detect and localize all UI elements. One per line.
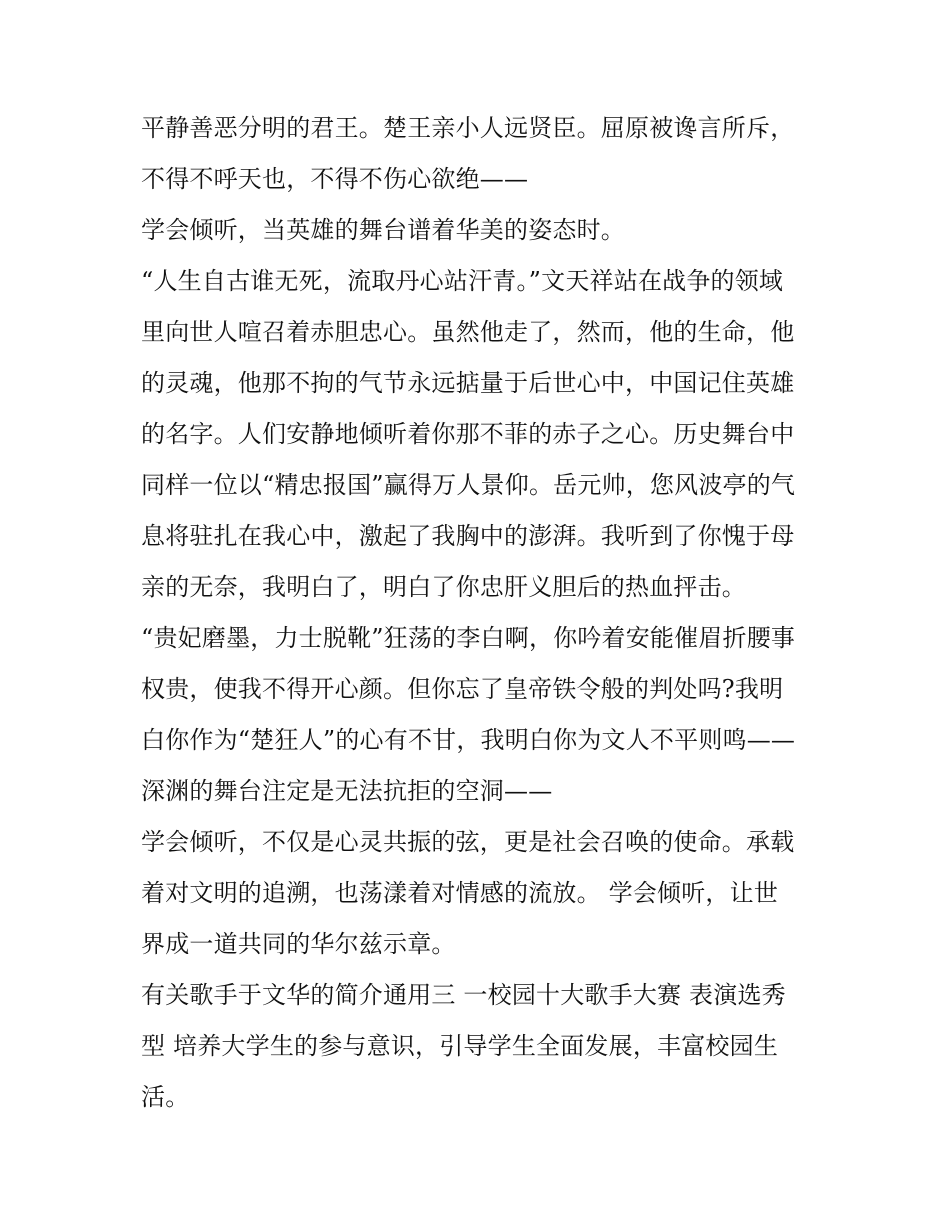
- text-line: 不得不呼天也，不得不伤心欲绝——: [141, 165, 529, 193]
- text-line: 学会倾听，不仅是心灵共振的弦，更是社会召唤的使命。承载: [141, 828, 795, 856]
- text-line: 息将驻扎在我心中，激起了我胸中的澎湃。我听到了你愧于母: [141, 522, 795, 550]
- text-line: 权贵，使我不得开心颜。但你忘了皇帝铁令般的判处吗?我明: [141, 675, 784, 703]
- text-line: 型 培养大学生的参与意识，引导学生全面发展，丰富校园生: [141, 1032, 779, 1060]
- text-line: 界成一道共同的华尔兹示章。: [141, 930, 456, 958]
- text-line: “人生自古谁无死，流取丹心站汗青。”文天祥站在战争的领域: [141, 267, 784, 295]
- text-line: 的灵魂，他那不拘的气节永远掂量于后世心中，中国记住英雄: [141, 369, 795, 397]
- text-line: 里向世人喧召着赤胆忠心。虽然他走了，然而，他的生命，他: [141, 318, 795, 346]
- text-line: 深渊的舞台注定是无法抗拒的空洞——: [141, 777, 553, 805]
- text-line: 有关歌手于文华的简介通用三 一校园十大歌手大赛 表演选秀: [141, 981, 786, 1009]
- text-line: 白你作为“楚狂人”的心有不甘，我明白你为文人不平则鸣——: [141, 726, 796, 754]
- text-line: 的名字。人们安静地倾听着你那不菲的赤子之心。历史舞台中: [141, 420, 795, 448]
- text-line: 同样一位以“精忠报国”赢得万人景仰。岳元帅，您风波亭的气: [141, 471, 796, 499]
- text-line: 学会倾听，当英雄的舞台谱着华美的姿态时。: [141, 216, 625, 244]
- text-line: 平静善恶分明的君王。楚王亲小人远贤臣。屈原被谗言所斥，: [141, 114, 795, 142]
- text-line: 活。: [141, 1083, 190, 1111]
- text-line: “贵妃磨墨，力士脱靴”狂荡的李白啊，你吟着安能催眉折腰事: [141, 624, 796, 652]
- body-text: [141, 103, 821, 1123]
- text-line: 着对文明的追溯，也荡漾着对情感的流放。 学会倾听，让世: [141, 879, 779, 907]
- text-line: 亲的无奈，我明白了，明白了你忠肝义胆后的热血抨击。: [141, 573, 746, 601]
